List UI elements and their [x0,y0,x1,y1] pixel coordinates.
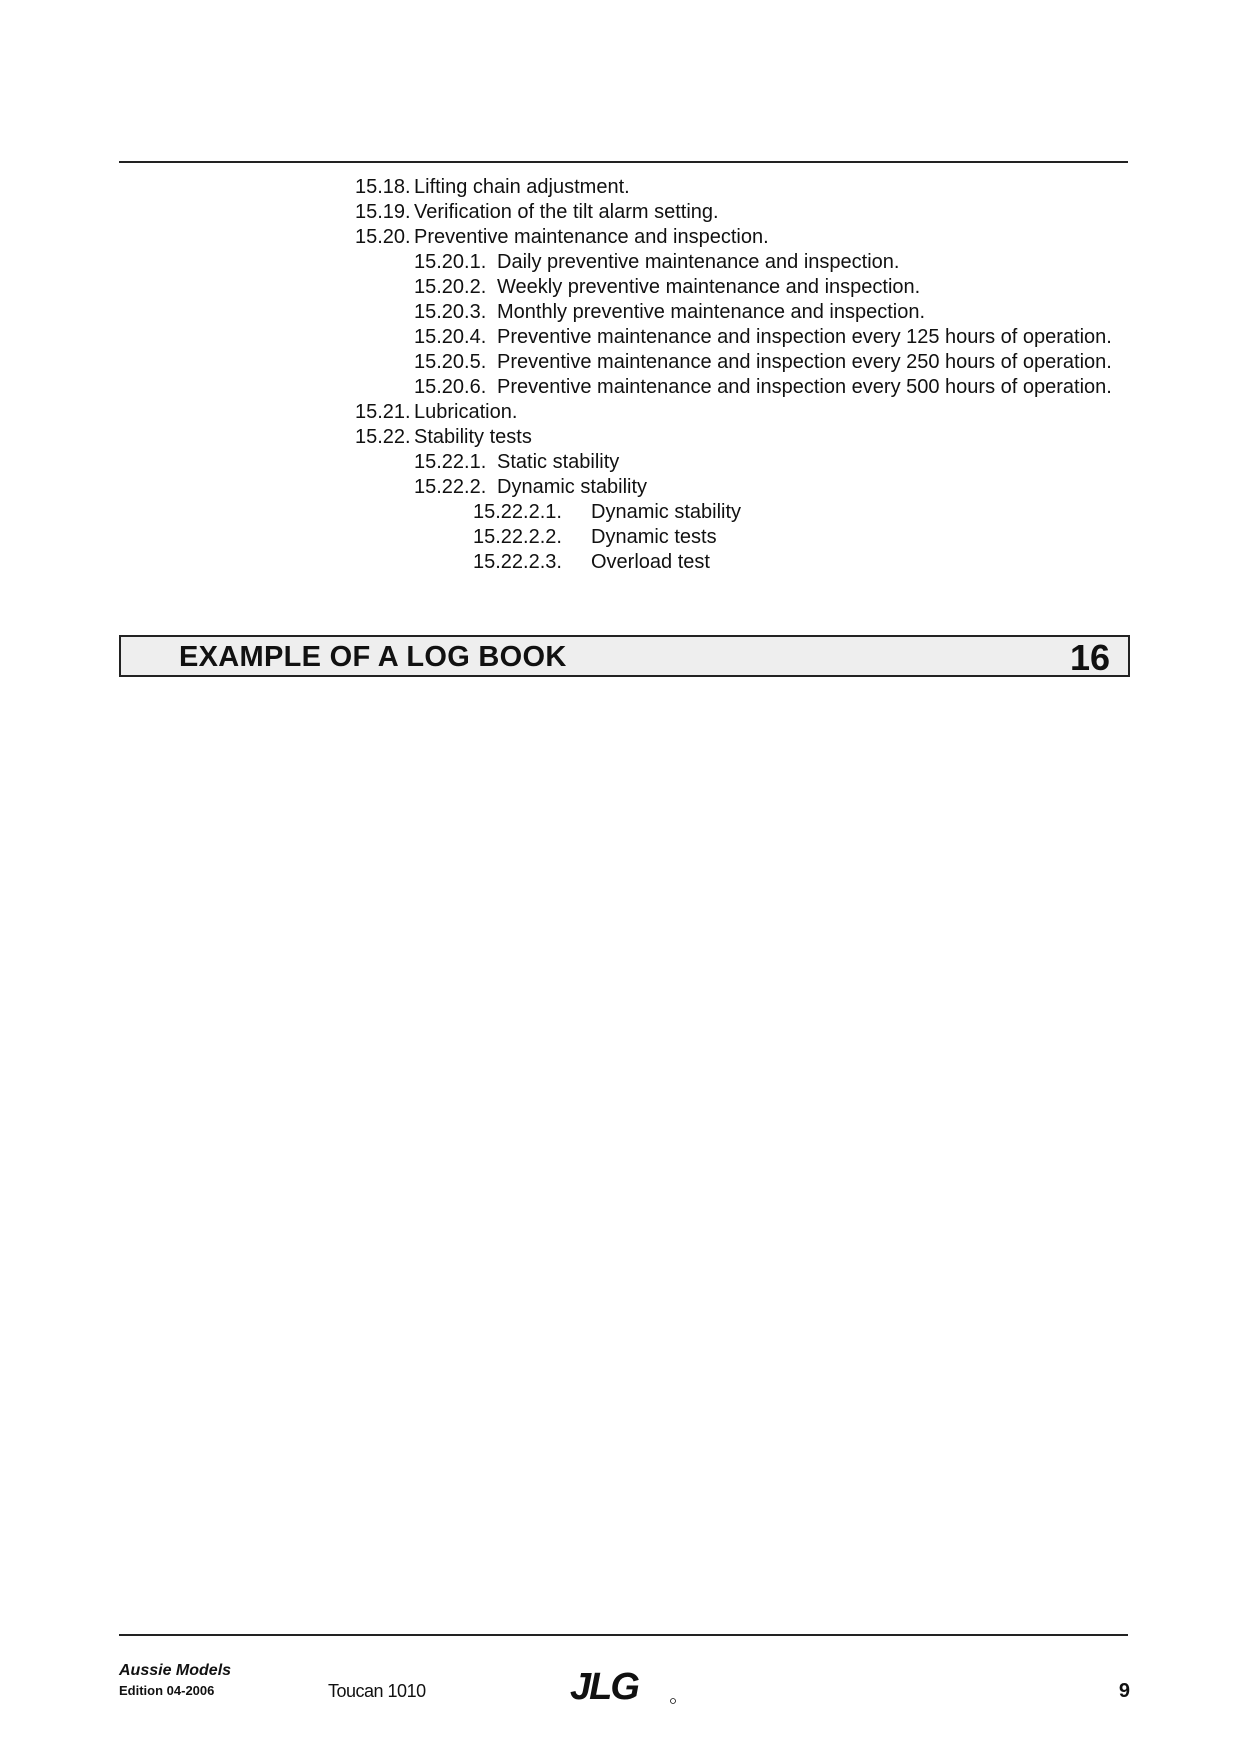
toc-entry-text: Overload test [591,551,710,573]
toc-entry-text: Dynamic stability [591,501,742,523]
toc-entry-15-20-6[interactable] [414,375,1112,400]
footer-edition: Edition 04-2006 [119,1683,215,1698]
footer-rule [119,1634,1128,1636]
toc-entry-number: 15.22.2.2. [473,526,562,548]
toc-entry-text: Preventive maintenance and inspection. [414,226,769,248]
toc-entry-number: 15.20.6. [414,376,487,398]
toc-entry-15-22-2[interactable] [414,475,647,500]
toc-entry-number: 15.22.2.3. [473,551,562,573]
toc-entry-number: 15.18. [355,176,411,198]
toc-entry-number: 15.22.2.1. [473,501,562,523]
toc-entry-15-20-1[interactable] [414,250,899,275]
toc-entry-text: Daily preventive maintenance and inspection. [497,251,900,273]
section-heading-box [119,635,1130,677]
toc-entry-15-22[interactable] [355,425,532,450]
toc-entry-number: 15.21. [355,401,411,423]
toc-entry-text: Dynamic stability [497,476,648,498]
footer-company: Aussie Models [119,1662,232,1679]
footer-model: Toucan 1010 [328,1681,426,1701]
toc-entry-15-21[interactable] [355,400,517,425]
toc-entry-number: 15.22. [355,426,411,448]
toc-entry-15-20[interactable] [355,225,769,250]
toc-entry-text: Static stability [497,451,620,473]
toc-entry-number: 15.20.2. [414,276,487,298]
toc-entry-number: 15.22.1. [414,451,487,473]
page-number: 9 [1118,1680,1130,1702]
toc-entry-15-19[interactable] [355,200,719,225]
toc-entry-text: Dynamic tests [591,526,717,548]
toc-entry-text: Lifting chain adjustment. [414,176,630,198]
toc-entry-text: Lubrication. [414,401,518,423]
toc-entry-number: 15.20.3. [414,301,487,323]
toc-entry-number: 15.20.1. [414,251,487,273]
toc-entry-15-18[interactable] [355,175,630,200]
toc-entry-number: 15.19. [355,201,411,223]
jlg-logo [566,1666,681,1706]
toc-entry-number: 15.20.5. [414,351,487,373]
toc-entry-15-22-2-3[interactable] [473,550,710,575]
toc-entry-15-20-2[interactable] [414,275,920,300]
toc-entry-number: 15.22.2. [414,476,487,498]
toc-entry-15-22-1[interactable] [414,450,619,475]
section-title: EXAMPLE OF A LOG BOOK [179,641,567,673]
toc-entry-number: 15.20.4. [414,326,487,348]
toc-entry-text: Preventive maintenance and inspection every 250 hours of operation. [497,351,1112,373]
top-rule [119,161,1128,163]
toc-entry-number: 15.20. [355,226,411,248]
toc-entry-text: Stability tests [414,426,532,448]
toc-entry-text: Preventive maintenance and inspection every 500 hours of operation. [497,376,1112,398]
toc-entry-text: Weekly preventive maintenance and inspection. [497,276,921,298]
toc-entry-15-20-3[interactable] [414,300,925,325]
registered-mark-icon [671,1699,676,1704]
section-number: 16 [1069,637,1110,678]
toc-entry-15-20-4[interactable] [414,325,1112,350]
toc-entry-15-20-5[interactable] [414,350,1112,375]
logo-text: JLG [570,1666,638,1706]
toc-entry-text: Monthly preventive maintenance and inspection. [497,301,926,323]
toc-entry-text: Preventive maintenance and inspection every 125 hours of operation. [497,326,1112,348]
toc-entry-15-22-2-2[interactable] [473,525,717,550]
toc-entry-text: Verification of the tilt alarm setting. [414,201,719,223]
toc-entry-15-22-2-1[interactable] [473,500,741,525]
